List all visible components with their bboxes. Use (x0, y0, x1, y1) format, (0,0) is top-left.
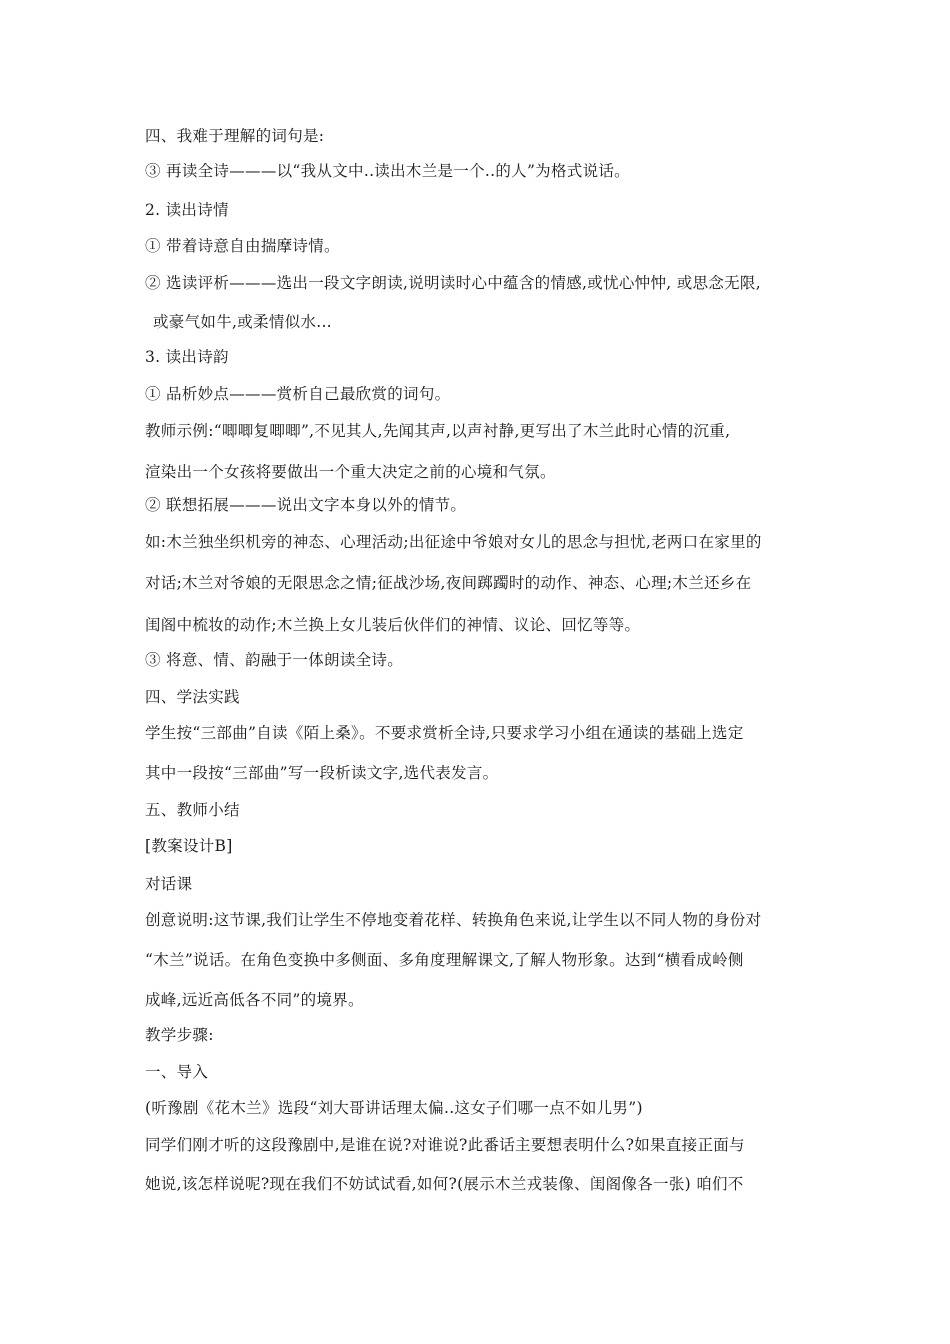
text-line: 如:木兰独坐织机旁的神态、心理活动;出征途中爷娘对女儿的思念与担忧,老两口在家里的 (145, 533, 762, 551)
text-line: 闺阁中梳妆的动作;木兰换上女儿装后伙伴们的神情、议论、回忆等等。 (145, 616, 641, 634)
text-line: ② 联想拓展———说出文字本身以外的情节。 (145, 496, 467, 514)
text-line: (听豫剧《花木兰》选段“刘大哥讲话理太偏..这女子们哪一点不如儿男”) (145, 1099, 643, 1117)
section-heading: [教案设计B] (145, 837, 233, 855)
section-heading: 2. 读出诗情 (145, 201, 229, 219)
text-line: 对话;木兰对爷娘的无限思念之情;征战沙场,夜间踯躅时的动作、神态、心理;木兰还乡在 (145, 574, 752, 592)
text-line: 教师示例:“唧唧复唧唧”,不见其人,先闻其声,以声衬静,更写出了木兰此时心情的沉重, (145, 422, 731, 440)
section-heading: 一、导入 (145, 1063, 209, 1081)
text-line: 她说,该怎样说呢?现在我们不妨试试看,如何?(展示木兰戎装像、闺阁像各一张) 咱们不 (145, 1175, 744, 1193)
text-line: 学生按“三部曲”自读《陌上桑》。不要求赏析全诗,只要求学习小组在通读的基础上选定 (145, 724, 744, 742)
section-heading: 对话课 (145, 875, 193, 893)
text-line: ① 品析妙点———赏析自己最欣赏的词句。 (145, 385, 451, 403)
section-heading: 五、教师小结 (145, 801, 240, 819)
text-line: 其中一段按“三部曲”写一段析读文字,选代表发言。 (145, 764, 499, 782)
section-heading: 教学步骤: (145, 1026, 214, 1044)
text-line: ③ 将意、情、韵融于一体朗读全诗。 (145, 651, 404, 669)
heading-difficult-words: 四、我难于理解的词句是: (145, 127, 325, 145)
text-line: 创意说明:这节课,我们让学生不停地变着花样、转换角色来说,让学生以不同人物的身份对 (145, 911, 762, 929)
text-line: 渲染出一个女孩将要做出一个重大决定之前的心境和气氛。 (145, 463, 556, 481)
text-line: ③ 再读全诗———以“我从文中..读出木兰是一个..的人”为格式说话。 (145, 162, 630, 180)
text-line: 或豪气如牛,或柔情似水... (153, 313, 332, 331)
section-heading: 四、学法实践 (145, 688, 240, 706)
text-line: 成峰,远近高低各不同”的境界。 (145, 991, 364, 1009)
text-line: ① 带着诗意自由揣摩诗情。 (145, 237, 340, 255)
text-line: “木兰”说话。在角色变换中多侧面、多角度理解课文,了解人物形象。达到“横看成岭侧 (145, 951, 744, 969)
text-line: 同学们刚才听的这段豫剧中,是谁在说?对谁说?此番话主要想表明什么?如果直接正面与 (145, 1136, 745, 1154)
section-heading: 3. 读出诗韵 (145, 348, 229, 366)
text-line: ② 选读评析———选出一段文字朗读,说明读时心中蕴含的情感,或忧心忡忡, 或思念无限, (145, 274, 761, 292)
